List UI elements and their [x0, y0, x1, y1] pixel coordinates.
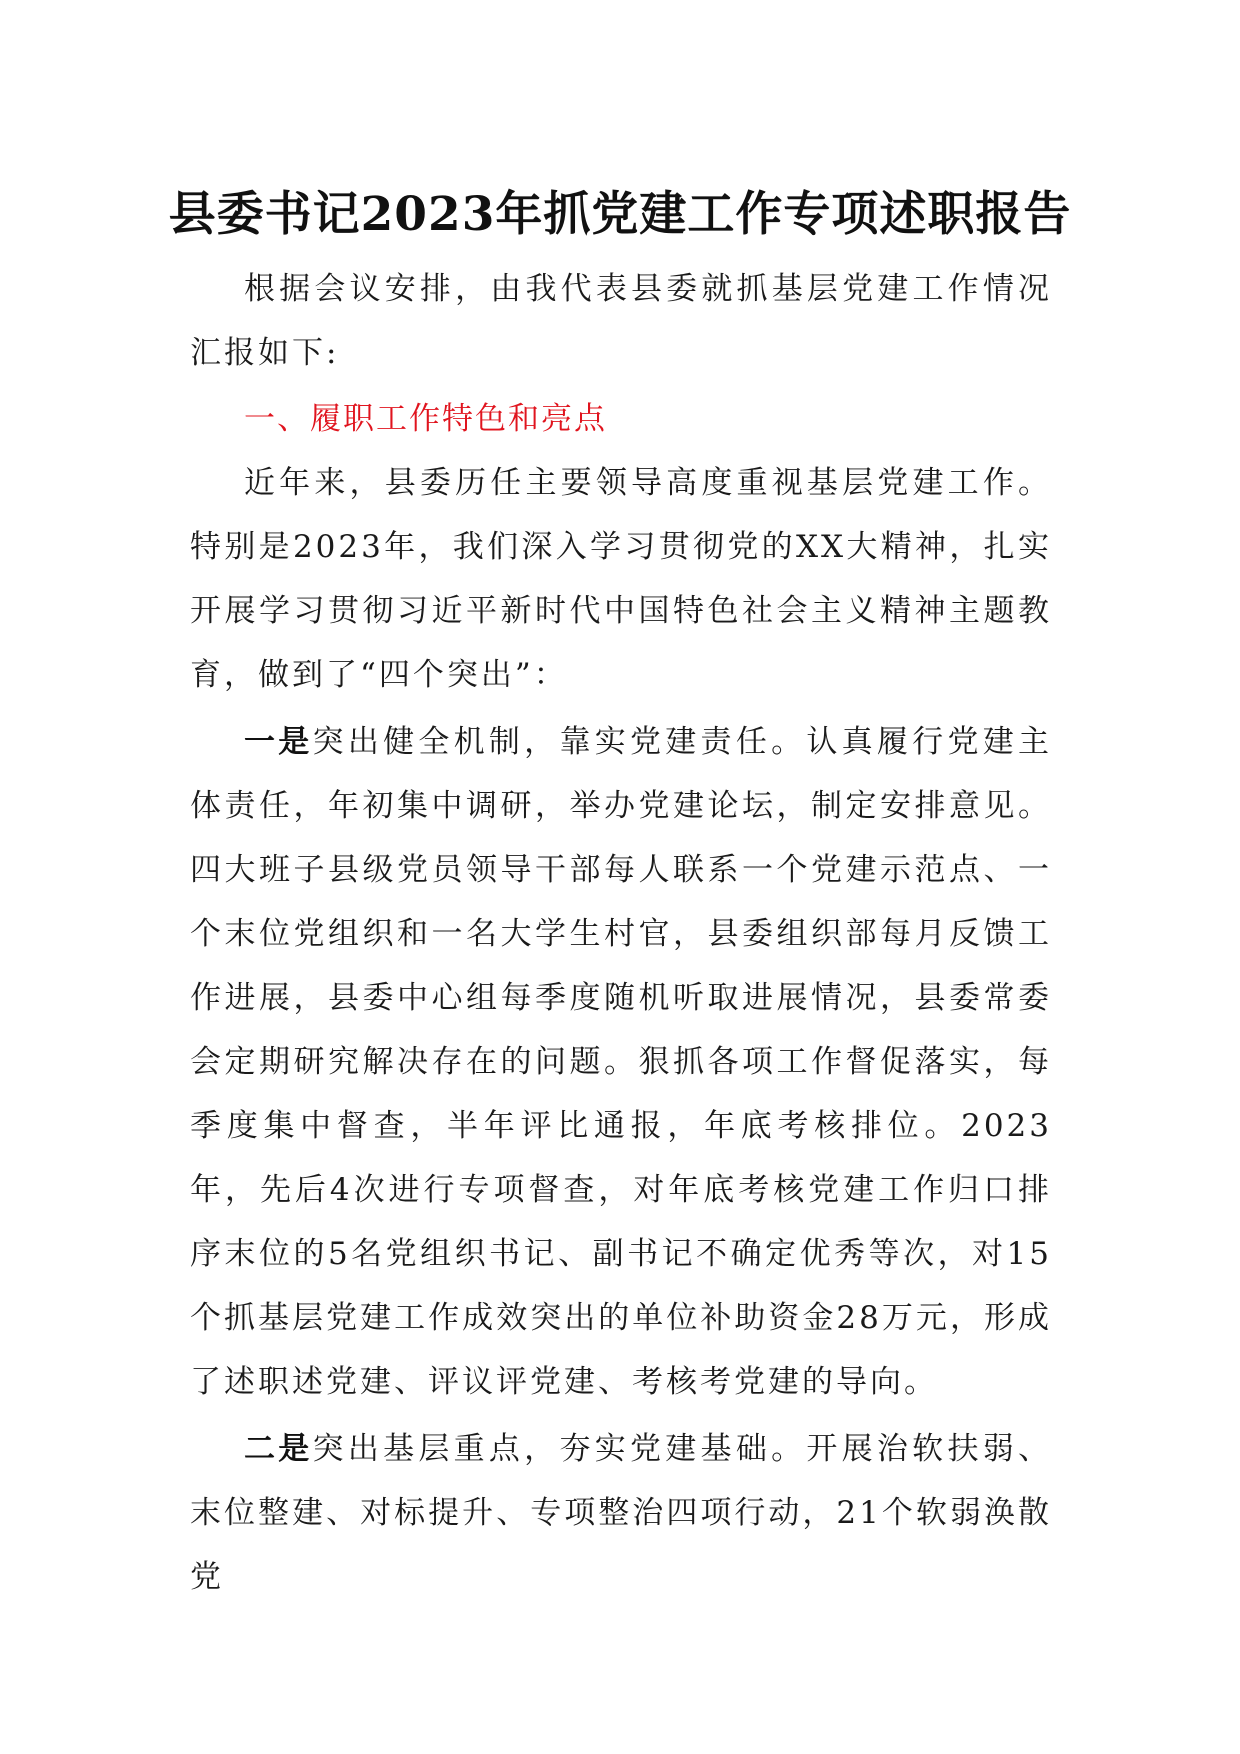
item-lead-2: 二是 [244, 1431, 313, 1467]
document-body [190, 257, 1052, 1609]
item-text-1: 突出健全机制，靠实党建责任。认真履行党建主体责任，年初集中调研，举办党建论坛，制定安排意见。四大班子县级党员领导干部每人联系一个党建示范点、一个末位党组织和一名大学生村官，县委组织部每月反馈工作进展，县委中心组每季度随机听取进展情况，县委常委会定期研究解决存在的问题。狠抓各项工作督促落实，每季度集中督查，半年评比通报，年底考核排位。2023年，先后4次进行专项督查，对年底考核党建工作归口排序末位的5名党组织书记、副书记不确定优秀等次，对15个抓基层党建工作成效突出的单位补助资金28万元，形成了述职述党建、评议评党建、考核考党建的导向。 [190, 724, 1052, 1400]
section-heading: 一、履职工作特色和亮点 [244, 401, 607, 437]
document-title: 县委书记2023年抓党建工作专项述职报告 [168, 187, 1072, 242]
intro-paragraph: 根据会议安排，由我代表县委就抓基层党建工作情况汇报如下: [190, 271, 1052, 371]
overview-paragraph: 近年来，县委历任主要领导高度重视基层党建工作。特别是2023年，我们深入学习贯彻党的XX大精神，扎实开展学习贯彻习近平新时代中国特色社会主义精神主题教育，做到了“四个突出”： [190, 465, 1052, 693]
item-paragraph-1 [190, 710, 1052, 1414]
item-lead-1: 一是 [244, 724, 313, 760]
item-paragraph-2 [190, 1417, 1052, 1609]
item-text-2: 突出基层重点，夯实党建基础。开展治软扶弱、末位整建、对标提升、专项整治四项行动，21个软弱涣散党 [190, 1431, 1052, 1595]
